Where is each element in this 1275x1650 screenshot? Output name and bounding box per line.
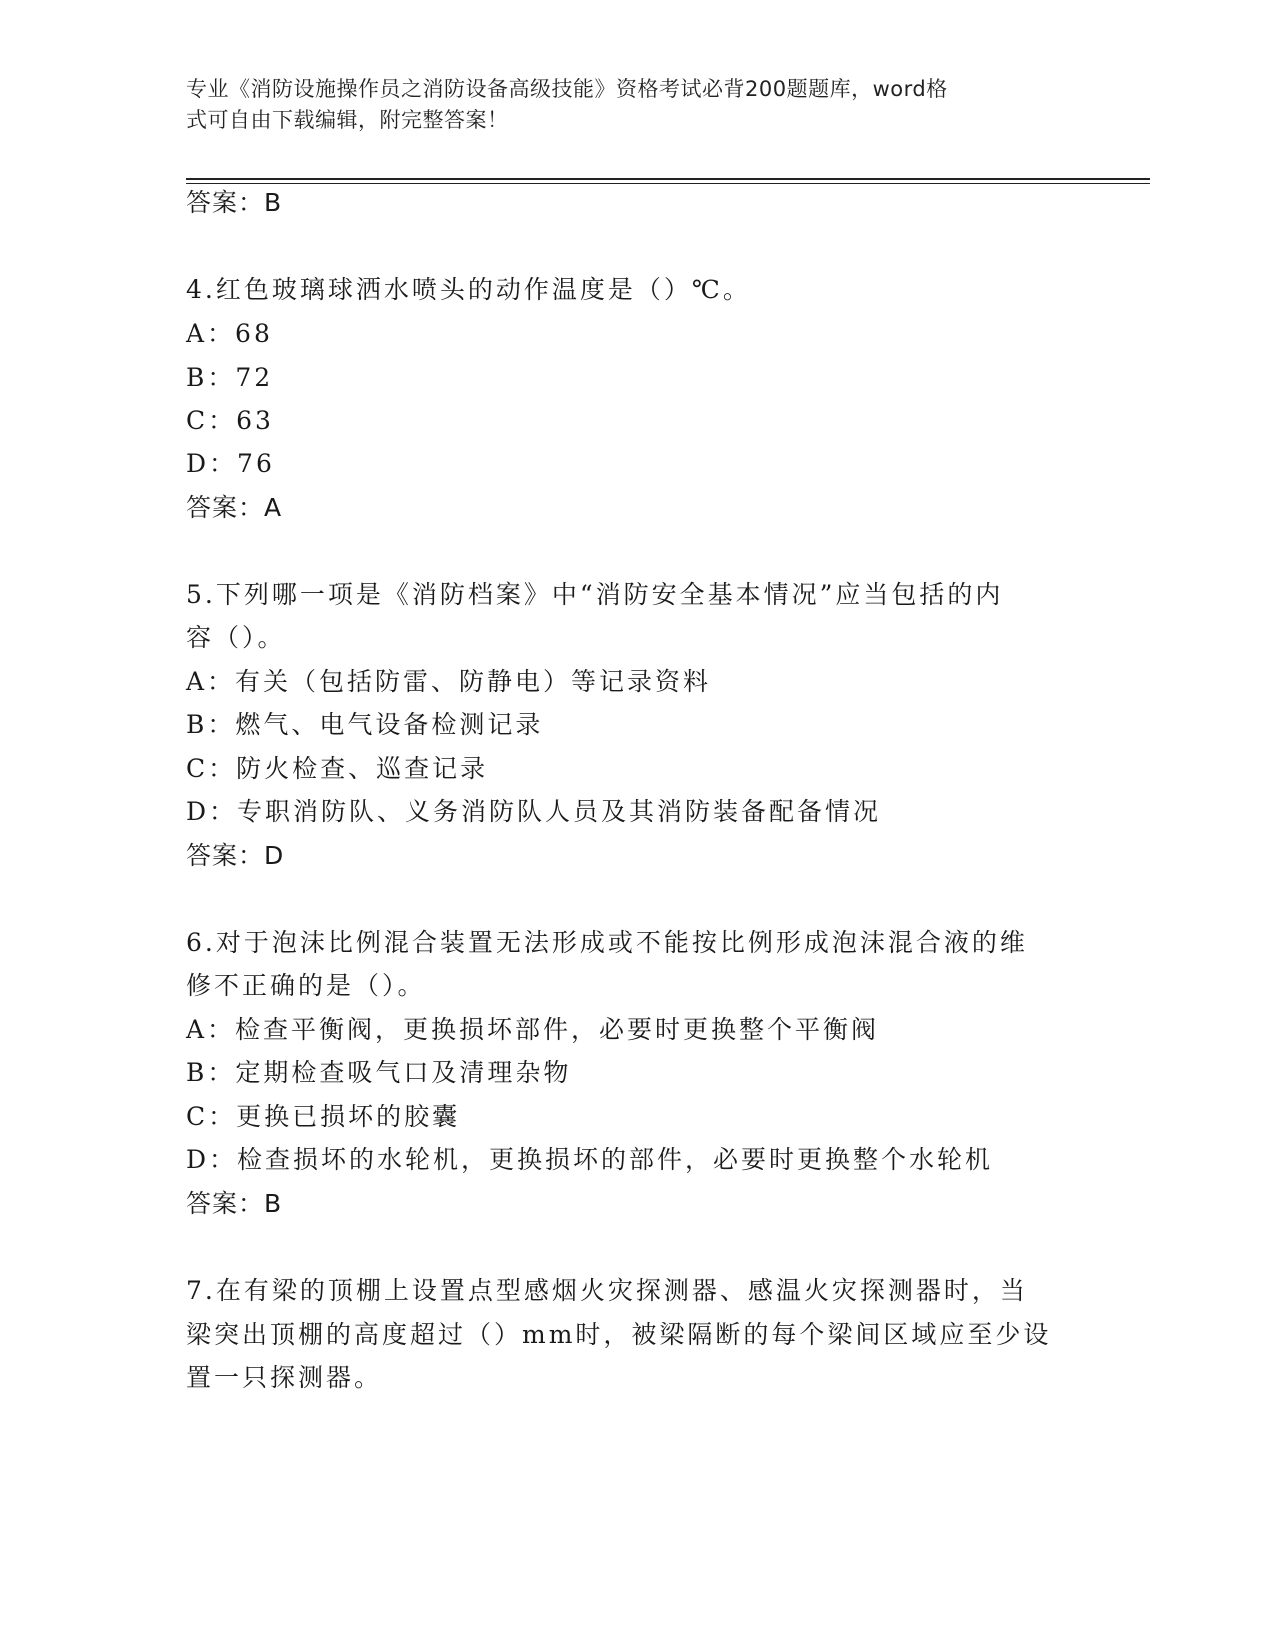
question-4-option-a: A：68	[186, 319, 273, 348]
question-6-option-c: C：更换已损坏的胶囊	[186, 1102, 461, 1131]
question-4-text: 4.红色玻璃球洒水喷头的动作温度是（）℃。	[186, 275, 751, 304]
page-header	[186, 74, 1066, 136]
question-4-option-b: B：72	[186, 363, 274, 392]
question-5-option-d: D：专职消防队、义务消防队人员及其消防装备配备情况	[186, 797, 882, 826]
question-6-option-d: D：检查损坏的水轮机，更换损坏的部件，必要时更换整个水轮机	[186, 1145, 994, 1174]
header-line-1: 专业《消防设施操作员之消防设备高级技能》资格考试必背200题题库，word格	[186, 77, 948, 101]
question-5-text-line-1: 5.下列哪一项是《消防档案》中“消防安全基本情况”应当包括的内	[186, 580, 1004, 609]
answer-q3: 答案：B	[186, 188, 283, 217]
question-4-option-c: C：63	[186, 406, 274, 435]
question-6-option-a: A：检查平衡阀，更换损坏部件，必要时更换整个平衡阀	[186, 1015, 880, 1044]
question-6-text-line-1: 6.对于泡沫比例混合装置无法形成或不能按比例形成泡沫混合液的维	[186, 928, 1028, 957]
answer-q6: 答案：B	[186, 1189, 283, 1218]
answer-q4: 答案：A	[186, 493, 283, 522]
header-rule-thin	[186, 183, 1150, 184]
question-5-text-line-2: 容（）。	[186, 623, 286, 652]
question-6-text-line-2: 修不正确的是（）。	[186, 971, 426, 1000]
answer-q5: 答案：D	[186, 841, 285, 870]
question-4-option-d: D：76	[186, 449, 275, 478]
question-7-text-line-3: 置一只探测器。	[186, 1363, 383, 1392]
question-5-option-c: C：防火检查、巡查记录	[186, 754, 489, 783]
question-7-text-line-1: 7.在有梁的顶棚上设置点型感烟火灾探测器、感温火灾探测器时，当	[186, 1276, 1028, 1305]
question-7-text-line-2: 梁突出顶棚的高度超过（）mm时，被梁隔断的每个梁间区域应至少设	[186, 1320, 1052, 1349]
question-6-option-b: B：定期检查吸气口及清理杂物	[186, 1058, 572, 1087]
header-line-2: 式可自由下载编辑，附完整答案！	[186, 108, 509, 132]
header-rule-thick	[186, 178, 1150, 180]
question-5-option-b: B：燃气、电气设备检测记录	[186, 710, 544, 739]
question-5-option-a: A：有关（包括防雷、防静电）等记录资料	[186, 667, 712, 696]
